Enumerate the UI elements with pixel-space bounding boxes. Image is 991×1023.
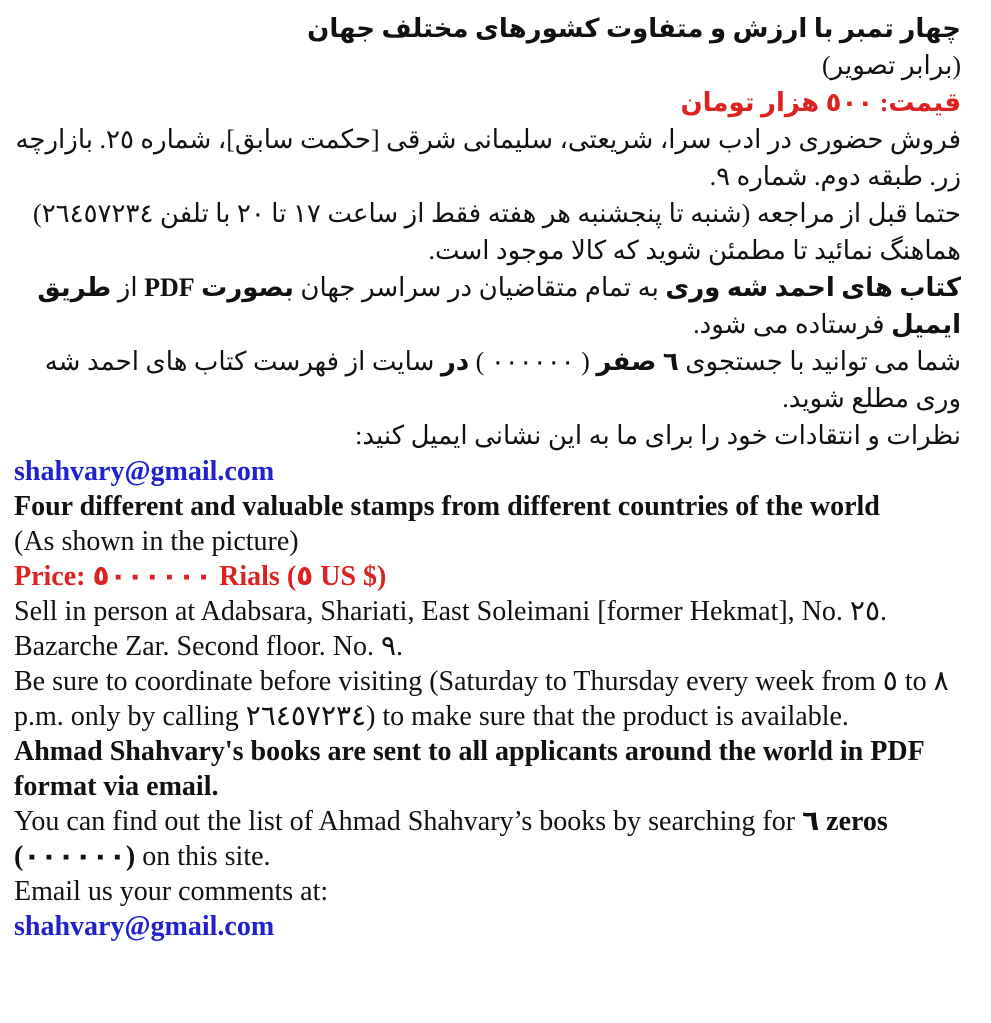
en-search-paragraph: You can find out the list of Ahmad Shahvary’s books by searching for ٦ zeros (٠٠٠٠٠٠) on this site. [14,806,888,872]
email-link[interactable]: shahvary@gmail.com [14,456,275,487]
email-link[interactable]: shahvary@gmail.com [14,911,275,942]
fa-books-pdf: بصورت PDF [144,273,294,302]
fa-comments-line: نظرات و انتقادات خود را برای ما به این نشانی ایمیل کنید: [355,421,961,450]
persian-section [14,10,961,454]
fa-coordinate-note: حتما قبل از مراجعه (شنبه تا پنجشنبه هر هفته فقط از ساعت ١٧ تا ٢٠ با تلفن ٢٦٤٥٧٢٣٤) هماهنگ نمائید تا مطمئن شوید که کالا موجود است. [33,199,961,265]
fa-sell-address: فروش حضوری در ادب سرا، شریعتی، سلیمانی شرقی [حکمت سابق]، شماره ٢٥. بازارچه زر. طبقه دوم. شماره ٩. [15,125,961,191]
english-section [14,454,961,944]
fa-price: قیمت: ٥٠٠ هزار تومان [680,88,961,117]
email-line-2 [14,909,961,944]
en-as-picture: (As shown in the picture) [14,526,299,557]
fa-books-author: کتاب های احمد شه وری [665,273,961,302]
en-title: Four different and valuable stamps from different countries of the world [14,491,880,522]
en-six-zeros: ٦ zeros (٠٠٠٠٠٠) [14,806,888,872]
fa-as-picture: (برابر تصویر) [821,51,961,80]
fa-search-paragraph: شما می توانید با جستجوی ٦ صفر ( ٠٠٠٠٠٠ ) در سایت از فهرست کتاب های احمد شه وری مطلع شوید. [44,347,961,413]
fa-books-paragraph: کتاب های احمد شه وری به تمام متقاضیان در سراسر جهان بصورت PDF از طریق ایمیل فرستاده می شود. [37,273,961,339]
en-coordinate-note: Be sure to coordinate before visiting (Saturday to Thursday every week from ٥ to ٨ p.m. only by calling ٢٦٤٥٧٢٣٤) to make sure that the product is available. [14,666,949,732]
fa-books-email: طریق ایمیل [37,273,961,339]
fa-six-zeros: ٦ صفر [596,347,679,376]
en-price: Price: ٥٠٠٠٠٠٠ Rials (٥ US $) [14,561,387,592]
fa-title: چهار تمبر با ارزش و متفاوت کشورهای مختلف جهان [307,14,961,43]
en-comments-line: Email us your comments at: [14,876,329,907]
en-sell-address: Sell in person at Adabsara, Shariati, East Soleimani [former Hekmat], No. ٢٥. Bazarche Zar. Second floor. No. ٩. [14,596,887,662]
en-books-paragraph: Ahmad Shahvary's books are sent to all applicants around the world in PDF format via email. [14,736,924,802]
email-line-1 [14,454,961,489]
